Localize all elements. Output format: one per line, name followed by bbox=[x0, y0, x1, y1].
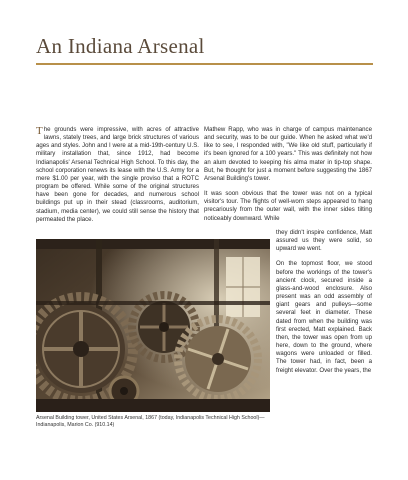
photo-caption: Arsenal Building tower, United States Arsenal, 1867 (today, Indianapolis Technical High School)—Indianapolis, Marion Co. (910.14) bbox=[36, 415, 265, 428]
intro-paragraph bbox=[36, 126, 199, 224]
right-column bbox=[204, 126, 372, 230]
narrow-paragraph-2: On the topmost floor, we stood before the workings of the tower's ancient clock, secured inside a glass-and-wood enclosure. Also present was an odd assembly of giant gears and pulleys—some several feet in diameter. These dated from when the building was first erected, Matt explained. Back then, the tower was open from up here, down to the ground, where wagons were unloaded or filled. The tower had, in fact, been a freight elevator. Over the years, the bbox=[276, 260, 372, 374]
title-rule bbox=[36, 63, 373, 65]
intro-text: he grounds were impressive, with acres of attractive lawns, stately trees, and large brick structures of various ages and styles. John and I were at a mid-19th-century U.S. military installation that, since 1912, had become Indianapolis' Arsenal Technical High School. To this day, the school corporation renews its lease with the U.S. Army for a mere $1.00 per year, with the single proviso that a ROTC program be offered. While some of the original structures have been gone for decades, and numerous school buildings put up in their stead (classrooms, auditorium, stadium, media center), we could still sense the history that permeated the place. bbox=[36, 126, 199, 223]
right-paragraph-1: Mathew Rapp, who was in charge of campus maintenance and security, was to be our guide. When he asked what we'd like to see, I responded with, "We like old stuff, particularly if it's been ignored for a 100 years." This was definitely not how an alum devoted to keeping his alma mater in tip-top shape. But, he thought for just a moment before suggesting the 1867 Arsenal Building's tower. bbox=[204, 126, 372, 182]
right-paragraph-2: It was soon obvious that the tower was not on a typical visitor's tour. The flights of well-worn steps appeared to hang precariously from the outer wall, with the inner sides tilting noticeably downward. While bbox=[204, 190, 372, 222]
narrow-column bbox=[276, 229, 372, 382]
narrow-paragraph-1: they didn't inspire confidence, Matt assured us they were solid, so upward we went. bbox=[276, 229, 372, 253]
article-title: An Indiana Arsenal bbox=[36, 34, 205, 58]
drop-cap: T bbox=[36, 125, 43, 137]
photo-illustration bbox=[36, 239, 270, 412]
left-column bbox=[36, 126, 199, 231]
tower-gears-photo bbox=[36, 239, 270, 412]
